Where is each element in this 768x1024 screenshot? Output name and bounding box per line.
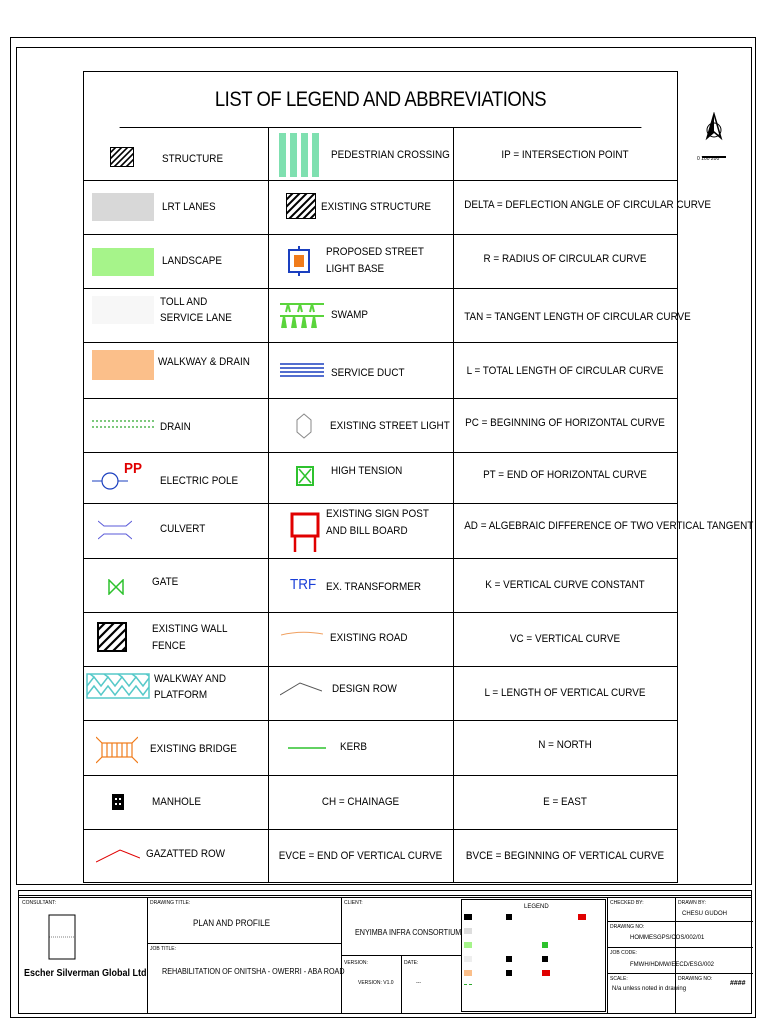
label-existing-sign-post: EXISTING SIGN POST: [326, 508, 429, 520]
gate-icon: [108, 579, 124, 595]
legend-row: [84, 613, 677, 667]
abbr-pc: PC = BEGINNING OF HORIZONTAL CURVE: [465, 417, 665, 429]
service-duct-icon: [280, 363, 324, 377]
abbr-l-total: L = TOTAL LENGTH OF CIRCULAR CURVE: [466, 365, 664, 377]
culvert-icon: [98, 518, 132, 542]
label-design-row: DESIGN ROW: [332, 683, 397, 695]
abbr-evce: EVCE = END OF VERTICAL CURVE: [278, 850, 443, 862]
label-light-base: LIGHT BASE: [326, 263, 385, 275]
legend-row: [84, 667, 677, 721]
design-row-icon: [280, 681, 322, 697]
existing-structure-hatch-icon: [286, 193, 316, 219]
label-existing-structure: EXISTING STRUCTURE: [321, 201, 432, 213]
legend-row: [84, 235, 677, 289]
label-landscape: LANDSCAPE: [162, 255, 222, 267]
label-platform: PLATFORM: [154, 689, 208, 701]
job-title-label: JOB TITLE:: [150, 946, 177, 952]
checked-by-label: CHECKED BY:: [610, 900, 644, 906]
sign-post-billboard-icon: [290, 512, 320, 552]
legend-row: [84, 399, 677, 453]
version-label: VERSION:: [344, 960, 368, 966]
abbr-vc: VC = VERTICAL CURVE: [509, 633, 621, 645]
client-name: ENYIMBA INFRA CONSORTIUM: [355, 928, 462, 937]
label-fence: FENCE: [152, 640, 186, 652]
existing-road-icon: [281, 630, 323, 638]
legend-row: [84, 504, 754, 559]
drawn-by-value: CHESU GUDOH: [682, 911, 728, 917]
label-kerb: KERB: [340, 741, 367, 753]
legend-row: [84, 181, 711, 235]
label-electric-pole: ELECTRIC POLE: [160, 475, 239, 487]
legend-row: [84, 830, 677, 882]
drawn-by-label: DRAWN BY:: [678, 900, 706, 906]
transformer-symbol: TRF: [290, 576, 317, 593]
north-arrow-icon: [700, 112, 728, 162]
existing-bridge-icon: [96, 735, 138, 765]
scale-label: SCALE:: [610, 976, 628, 982]
abbr-k: K = VERTICAL CURVE CONSTANT: [485, 579, 645, 591]
consultant-name: Escher Silverman Global Ltd: [24, 968, 147, 979]
toll-service-lane-swatch: [92, 296, 154, 324]
label-gate: GATE: [152, 576, 179, 588]
label-and-bill-board: AND BILL BOARD: [326, 525, 408, 537]
legend-row: [84, 559, 677, 613]
wall-fence-hatch-icon: [97, 622, 127, 652]
title-block: [18, 890, 752, 1014]
label-toll-and: TOLL AND: [160, 296, 208, 308]
label-manhole: MANHOLE: [152, 796, 201, 808]
job-code-value: FMWH/HDMW/EECD/ESG/002: [630, 962, 715, 968]
label-culvert: CULVERT: [160, 523, 206, 535]
label-service-lane: SERVICE LANE: [160, 312, 232, 324]
version-value: VERSION: V1.0: [358, 980, 394, 986]
label-service-duct: SERVICE DUCT: [331, 367, 405, 379]
legend-row: [84, 289, 691, 343]
label-existing-street-light: EXISTING STREET LIGHT: [330, 420, 450, 432]
drawing-no-value: HOMMESGPS/COS/002/01: [630, 935, 705, 941]
label-walkway-drain: WALKWAY & DRAIN: [158, 356, 250, 368]
label-existing-bridge: EXISTING BRIDGE: [150, 743, 237, 755]
label-high-tension: HIGH TENSION: [331, 465, 403, 477]
label-proposed-street: PROPOSED STREET: [326, 246, 424, 258]
date-label: DATE:: [404, 960, 419, 966]
label-existing-wall: EXISTING WALL: [152, 623, 228, 635]
drawing-title-label: DRAWING TITLE:: [150, 900, 191, 906]
street-light-base-icon: [288, 246, 310, 276]
label-drain: DRAIN: [160, 421, 191, 433]
walkway-platform-icon: [86, 673, 150, 699]
drawing-no-label-2: DRAWING NO:: [678, 976, 713, 982]
legend-row: [84, 776, 677, 830]
label-structure: STRUCTURE: [162, 153, 224, 165]
high-tension-icon: [296, 466, 314, 486]
legend-row: [84, 453, 677, 504]
existing-street-light-icon: [296, 413, 312, 439]
abbr-l-vertical: L = LENGTH OF VERTICAL CURVE: [484, 687, 646, 699]
pedestrian-crossing-icon: [279, 133, 321, 177]
abbr-r: R = RADIUS OF CIRCULAR CURVE: [483, 253, 647, 265]
legend-row: [84, 721, 677, 776]
label-pedestrian-crossing: PEDESTRIAN CROSSING: [331, 149, 450, 161]
walkway-drain-swatch: [92, 350, 154, 380]
consultant-label: CONSULTANT:: [22, 900, 56, 906]
legend-row: [84, 127, 677, 181]
abbr-ip: IP = INTERSECTION POINT: [501, 149, 629, 161]
client-label: CLIENT:: [344, 900, 363, 906]
abbr-bvce: BVCE = BEGINNING OF VERTICAL CURVE: [465, 850, 665, 862]
abbr-tan: TAN = TANGENT LENGTH OF CIRCULAR CURVE: [464, 311, 691, 323]
north-scale-label: 0 100 200: [697, 156, 720, 162]
label-lrt-lanes: LRT LANES: [162, 201, 216, 213]
label-gazatted-row: GAZATTED ROW: [146, 848, 226, 860]
abbr-n: N = NORTH: [538, 739, 592, 751]
label-existing-road: EXISTING ROAD: [330, 632, 408, 644]
sheet-number: ####: [730, 980, 746, 987]
drawing-no-label: DRAWING NO:: [610, 924, 645, 930]
mini-legend-title: LEGEND: [524, 904, 549, 910]
lrt-lanes-swatch: [92, 193, 154, 221]
drawing-title: PLAN AND PROFILE: [193, 918, 270, 928]
label-walkway-and: WALKWAY AND: [154, 673, 227, 685]
kerb-icon: [288, 746, 326, 750]
structure-hatch-icon: [110, 147, 134, 167]
swamp-icon: [280, 300, 324, 330]
job-code-label: JOB CODE:: [610, 950, 637, 956]
electric-pole-icon: [92, 463, 128, 493]
abbr-ad: AD = ALGEBRAIC DIFFERENCE OF TWO VERTICAL TANGENT: [464, 520, 754, 532]
legend-title: LIST OF LEGEND AND ABBREVIATIONS: [120, 72, 642, 128]
landscape-swatch: [92, 248, 154, 276]
scale-value: N/a unless noted in drawing: [612, 986, 687, 992]
gazatted-row-icon: [96, 848, 140, 864]
label-swamp: SWAMP: [331, 309, 369, 321]
abbr-ch: CH = CHAINAGE: [321, 796, 400, 808]
manhole-icon: [112, 794, 124, 810]
abbr-pt: PT = END OF HORIZONTAL CURVE: [483, 469, 647, 481]
date-value: ---: [416, 980, 421, 986]
label-ex-transformer: EX. TRANSFORMER: [326, 581, 421, 593]
legend-row: [84, 343, 677, 399]
drain-line-icon: [92, 419, 154, 429]
consultant-logo-icon: [48, 914, 76, 960]
abbr-delta: DELTA = DEFLECTION ANGLE OF CIRCULAR CURVE: [464, 199, 711, 211]
abbr-e: E = EAST: [543, 796, 587, 808]
mini-legend: [461, 899, 606, 1012]
job-title: REHABILITATION OF ONITSHA - OWERRI - ABA ROAD: [162, 967, 345, 976]
electric-pole-symbol: PP: [124, 460, 143, 477]
